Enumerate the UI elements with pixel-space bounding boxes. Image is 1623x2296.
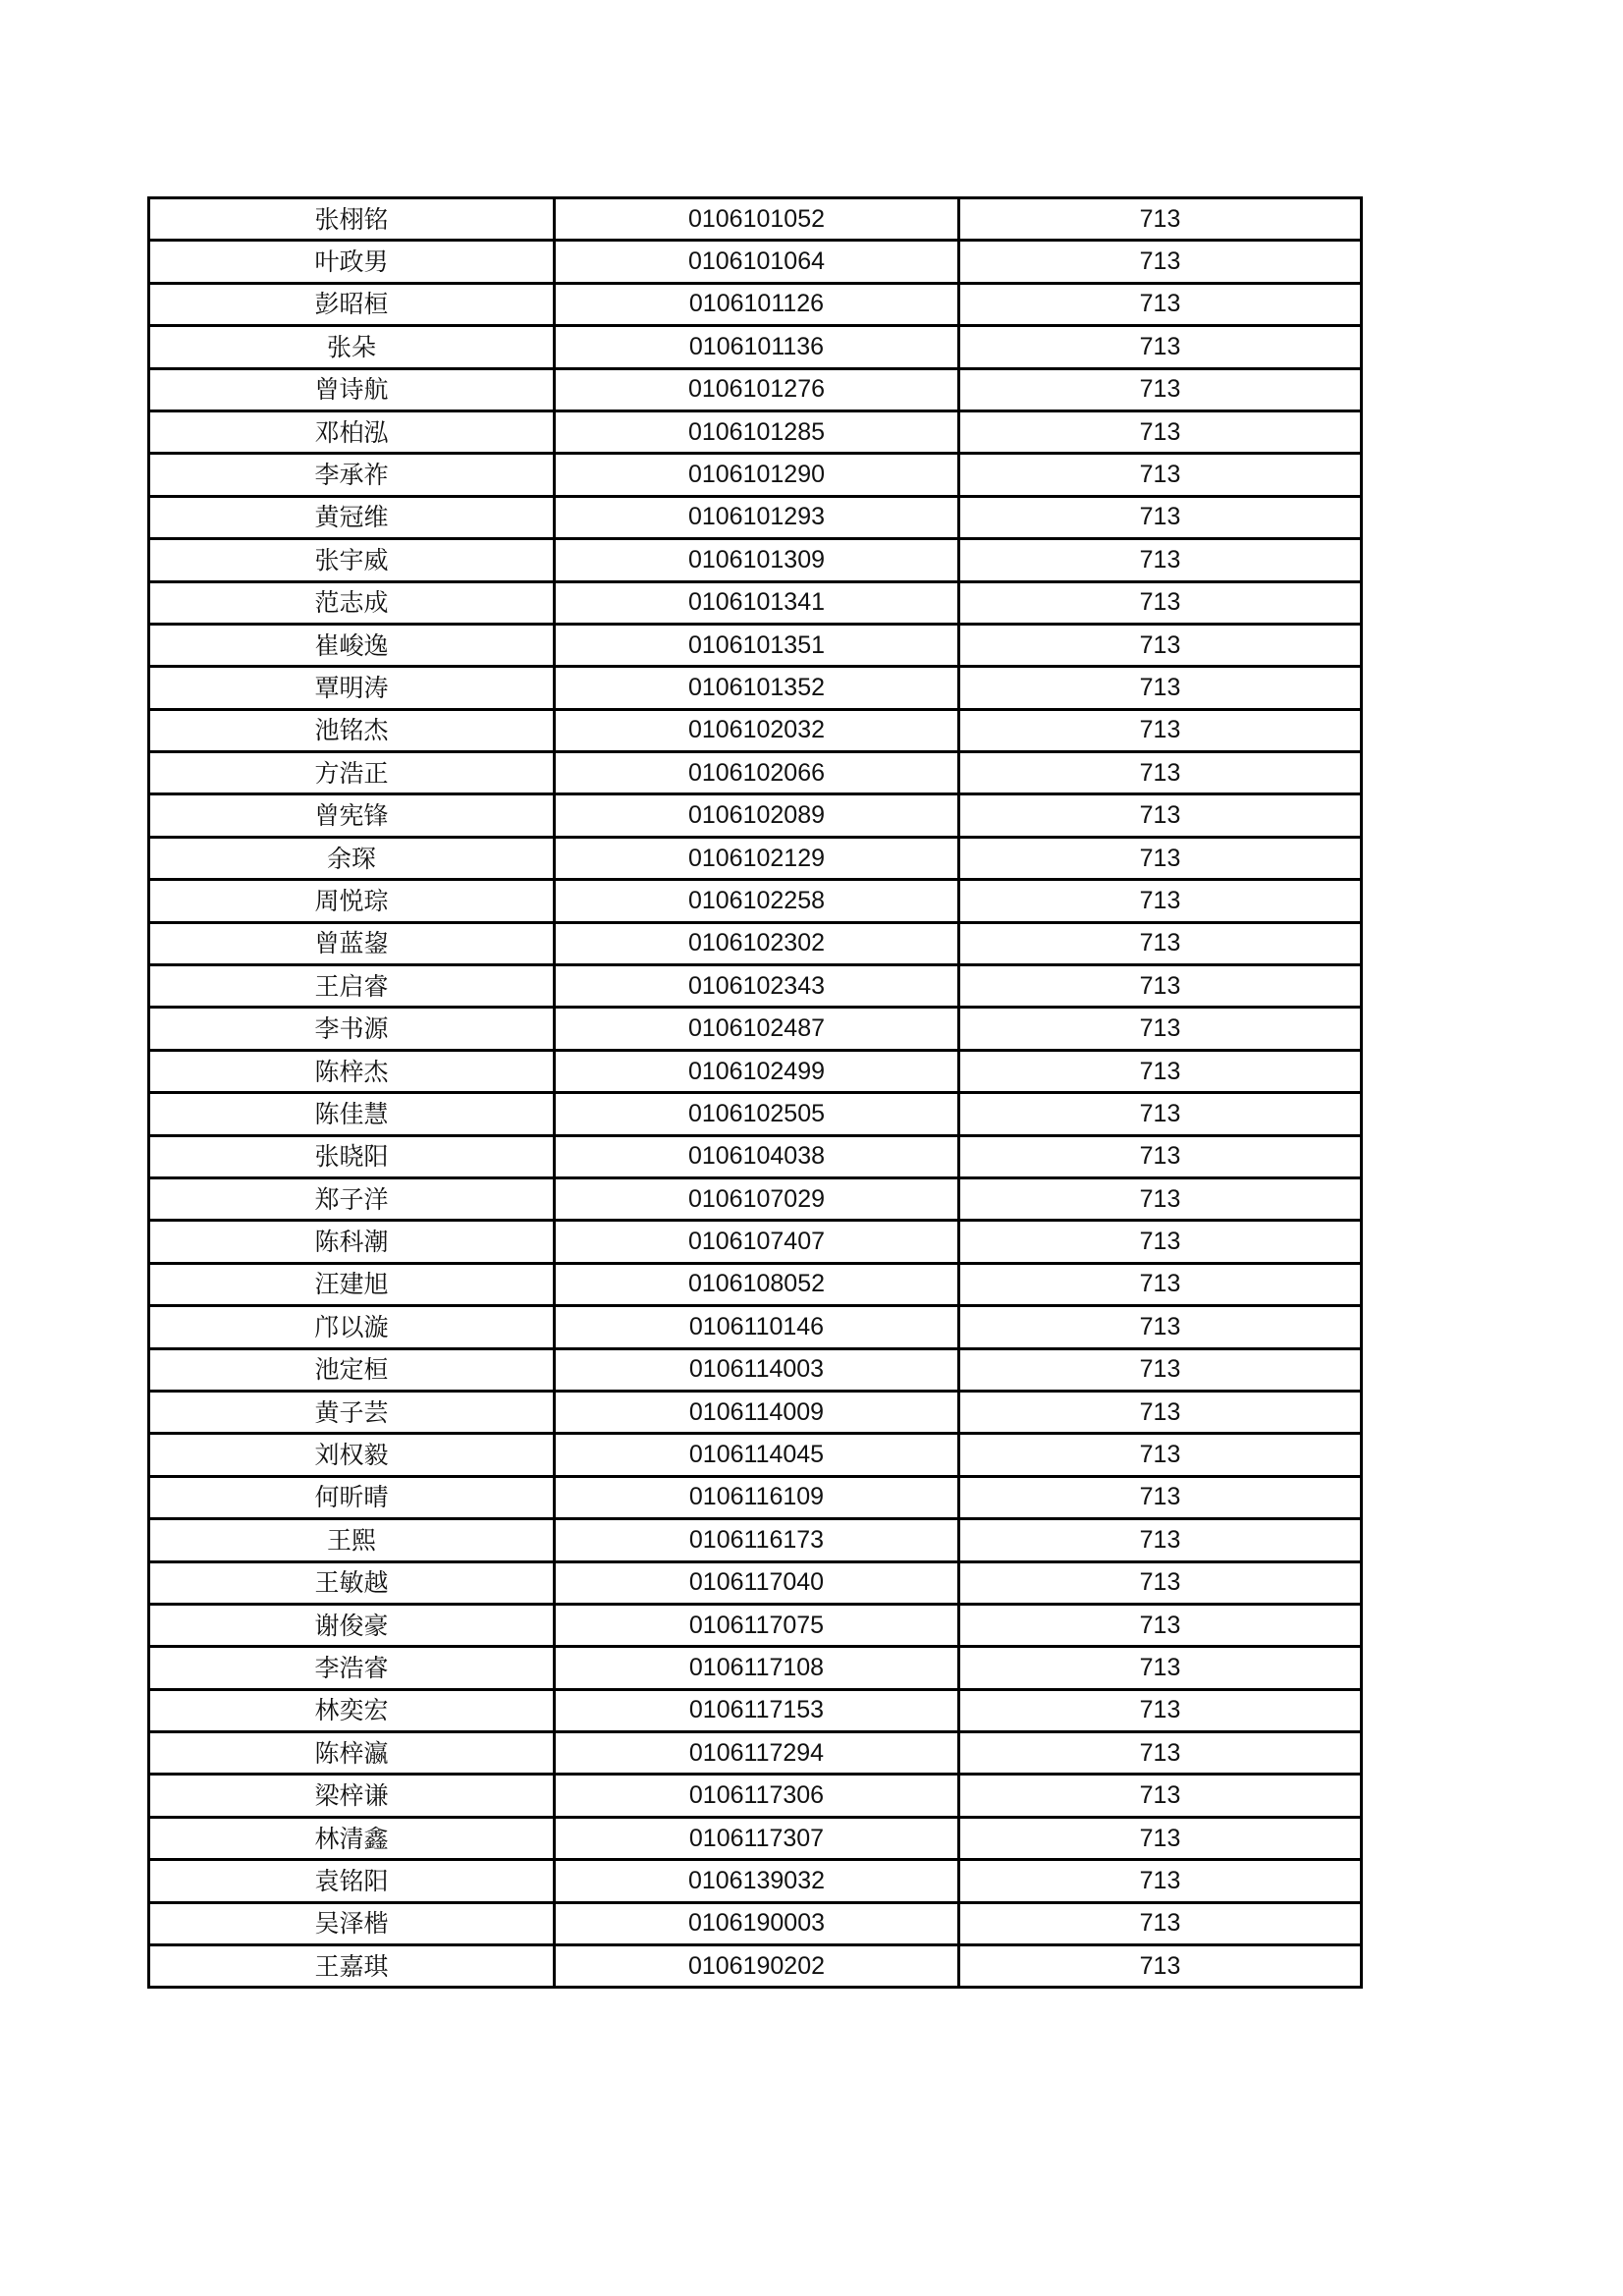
table-row — [149, 326, 1362, 368]
table-row — [149, 1135, 1362, 1177]
table-row — [149, 1177, 1362, 1220]
candidate-id-cell: 0106102258 — [555, 880, 959, 922]
score-cell: 713 — [959, 837, 1362, 879]
name-cell: 崔峻逸 — [149, 624, 555, 666]
candidate-id-cell: 0106101351 — [555, 624, 959, 666]
score-cell: 713 — [959, 1476, 1362, 1518]
table-row — [149, 1391, 1362, 1433]
name-cell: 谢俊豪 — [149, 1604, 555, 1646]
name-cell: 陈梓杰 — [149, 1050, 555, 1092]
score-cell: 713 — [959, 624, 1362, 666]
score-cell: 713 — [959, 1008, 1362, 1050]
table-row — [149, 241, 1362, 283]
table-row — [149, 1902, 1362, 1944]
name-cell: 王熙 — [149, 1519, 555, 1561]
candidate-id-cell: 0106139032 — [555, 1860, 959, 1902]
name-cell: 曾蓝鋆 — [149, 922, 555, 964]
table-row — [149, 283, 1362, 325]
score-cell: 713 — [959, 1945, 1362, 1988]
score-cell: 713 — [959, 496, 1362, 538]
name-cell: 王敏越 — [149, 1561, 555, 1604]
score-cell: 713 — [959, 1604, 1362, 1646]
name-cell: 张栩铭 — [149, 198, 555, 241]
score-cell: 713 — [959, 1561, 1362, 1604]
score-cell: 713 — [959, 326, 1362, 368]
candidate-id-cell: 0106102343 — [555, 965, 959, 1008]
table-row — [149, 1348, 1362, 1391]
score-cell: 713 — [959, 1647, 1362, 1689]
score-cell: 713 — [959, 965, 1362, 1008]
score-cell: 713 — [959, 1902, 1362, 1944]
table-row — [149, 368, 1362, 410]
score-cell: 713 — [959, 1817, 1362, 1859]
table-row — [149, 1775, 1362, 1817]
score-cell: 713 — [959, 1348, 1362, 1391]
name-cell: 陈科潮 — [149, 1221, 555, 1263]
score-cell: 713 — [959, 454, 1362, 496]
score-cell: 713 — [959, 241, 1362, 283]
name-cell: 林奕宏 — [149, 1689, 555, 1731]
table-row — [149, 1263, 1362, 1305]
name-cell: 郑子洋 — [149, 1177, 555, 1220]
candidate-id-cell: 0106108052 — [555, 1263, 959, 1305]
score-cell: 713 — [959, 581, 1362, 624]
candidate-id-cell: 0106101052 — [555, 198, 959, 241]
name-cell: 李承祚 — [149, 454, 555, 496]
candidate-id-cell: 0106101285 — [555, 410, 959, 453]
candidate-id-cell: 0106101309 — [555, 539, 959, 581]
table-row — [149, 922, 1362, 964]
candidate-id-cell: 0106102066 — [555, 752, 959, 794]
score-cell: 713 — [959, 1860, 1362, 1902]
candidate-id-cell: 0106101276 — [555, 368, 959, 410]
candidate-id-cell: 0106117040 — [555, 1561, 959, 1604]
score-cell: 713 — [959, 1221, 1362, 1263]
score-cell: 713 — [959, 283, 1362, 325]
table-row — [149, 709, 1362, 751]
table-row — [149, 1050, 1362, 1092]
name-cell: 吴泽楷 — [149, 1902, 555, 1944]
table-row — [149, 1647, 1362, 1689]
candidate-id-cell: 0106102505 — [555, 1093, 959, 1135]
candidate-id-cell: 0106114003 — [555, 1348, 959, 1391]
name-cell: 黄冠维 — [149, 496, 555, 538]
score-cell: 713 — [959, 1732, 1362, 1775]
name-cell: 范志成 — [149, 581, 555, 624]
candidate-id-cell: 0106107407 — [555, 1221, 959, 1263]
candidate-id-cell: 0106190003 — [555, 1902, 959, 1944]
candidate-id-cell: 0106116173 — [555, 1519, 959, 1561]
candidate-id-cell: 0106114045 — [555, 1434, 959, 1476]
table-row — [149, 1008, 1362, 1050]
score-cell: 713 — [959, 1050, 1362, 1092]
candidate-id-cell: 0106117075 — [555, 1604, 959, 1646]
score-cell: 713 — [959, 539, 1362, 581]
candidate-id-cell: 0106117294 — [555, 1732, 959, 1775]
score-cell: 713 — [959, 410, 1362, 453]
table-row — [149, 624, 1362, 666]
table-row — [149, 1817, 1362, 1859]
candidate-id-cell: 0106102089 — [555, 794, 959, 837]
name-cell: 何昕晴 — [149, 1476, 555, 1518]
name-cell: 方浩正 — [149, 752, 555, 794]
table-row — [149, 198, 1362, 241]
table-row — [149, 1689, 1362, 1731]
candidate-id-cell: 0106101126 — [555, 283, 959, 325]
results-table — [147, 196, 1363, 1989]
name-cell: 梁梓谦 — [149, 1775, 555, 1817]
name-cell: 彭昭桓 — [149, 283, 555, 325]
name-cell: 曾诗航 — [149, 368, 555, 410]
table-row — [149, 1434, 1362, 1476]
table-row — [149, 1306, 1362, 1348]
score-cell: 713 — [959, 1135, 1362, 1177]
name-cell: 刘权毅 — [149, 1434, 555, 1476]
candidate-id-cell: 0106104038 — [555, 1135, 959, 1177]
table-row — [149, 965, 1362, 1008]
score-cell: 713 — [959, 1775, 1362, 1817]
name-cell: 覃明涛 — [149, 667, 555, 709]
name-cell: 余琛 — [149, 837, 555, 879]
results-table-body — [149, 198, 1362, 1988]
name-cell: 邝以漩 — [149, 1306, 555, 1348]
table-row — [149, 1604, 1362, 1646]
name-cell: 张宇威 — [149, 539, 555, 581]
table-row — [149, 1561, 1362, 1604]
table-row — [149, 837, 1362, 879]
name-cell: 池定桓 — [149, 1348, 555, 1391]
score-cell: 713 — [959, 1689, 1362, 1731]
candidate-id-cell: 0106114009 — [555, 1391, 959, 1433]
table-row — [149, 581, 1362, 624]
name-cell: 王嘉琪 — [149, 1945, 555, 1988]
score-cell: 713 — [959, 1093, 1362, 1135]
score-cell: 713 — [959, 1263, 1362, 1305]
candidate-id-cell: 0106117108 — [555, 1647, 959, 1689]
name-cell: 林清鑫 — [149, 1817, 555, 1859]
name-cell: 汪建旭 — [149, 1263, 555, 1305]
table-row — [149, 496, 1362, 538]
table-row — [149, 1476, 1362, 1518]
table-row — [149, 454, 1362, 496]
score-cell: 713 — [959, 1177, 1362, 1220]
table-row — [149, 539, 1362, 581]
candidate-id-cell: 0106102129 — [555, 837, 959, 879]
table-row — [149, 1732, 1362, 1775]
table-row — [149, 880, 1362, 922]
table-row — [149, 1093, 1362, 1135]
candidate-id-cell: 0106101341 — [555, 581, 959, 624]
candidate-id-cell: 0106101064 — [555, 241, 959, 283]
table-row — [149, 667, 1362, 709]
name-cell: 王启睿 — [149, 965, 555, 1008]
score-cell: 713 — [959, 922, 1362, 964]
score-cell: 713 — [959, 794, 1362, 837]
table-row — [149, 1945, 1362, 1988]
score-cell: 713 — [959, 667, 1362, 709]
score-cell: 713 — [959, 198, 1362, 241]
score-cell: 713 — [959, 368, 1362, 410]
candidate-id-cell: 0106101293 — [555, 496, 959, 538]
name-cell: 陈梓瀛 — [149, 1732, 555, 1775]
table-row — [149, 1221, 1362, 1263]
name-cell: 李书源 — [149, 1008, 555, 1050]
name-cell: 陈佳慧 — [149, 1093, 555, 1135]
score-cell: 713 — [959, 880, 1362, 922]
candidate-id-cell: 0106107029 — [555, 1177, 959, 1220]
name-cell: 邓柏泓 — [149, 410, 555, 453]
name-cell: 张朵 — [149, 326, 555, 368]
candidate-id-cell: 0106117307 — [555, 1817, 959, 1859]
candidate-id-cell: 0106102499 — [555, 1050, 959, 1092]
candidate-id-cell: 0106102487 — [555, 1008, 959, 1050]
table-row — [149, 752, 1362, 794]
score-cell: 713 — [959, 709, 1362, 751]
table-row — [149, 1519, 1362, 1561]
candidate-id-cell: 0106101352 — [555, 667, 959, 709]
candidate-id-cell: 0106117153 — [555, 1689, 959, 1731]
candidate-id-cell: 0106110146 — [555, 1306, 959, 1348]
candidate-id-cell: 0106101136 — [555, 326, 959, 368]
score-cell: 713 — [959, 1391, 1362, 1433]
name-cell: 李浩睿 — [149, 1647, 555, 1689]
name-cell: 池铭杰 — [149, 709, 555, 751]
table-row — [149, 410, 1362, 453]
name-cell: 张晓阳 — [149, 1135, 555, 1177]
name-cell: 周悦琮 — [149, 880, 555, 922]
table-row — [149, 794, 1362, 837]
candidate-id-cell: 0106101290 — [555, 454, 959, 496]
candidate-id-cell: 0106117306 — [555, 1775, 959, 1817]
table-row — [149, 1860, 1362, 1902]
candidate-id-cell: 0106116109 — [555, 1476, 959, 1518]
candidate-id-cell: 0106102302 — [555, 922, 959, 964]
score-cell: 713 — [959, 1519, 1362, 1561]
score-cell: 713 — [959, 1434, 1362, 1476]
name-cell: 黄子芸 — [149, 1391, 555, 1433]
name-cell: 曾宪锋 — [149, 794, 555, 837]
candidate-id-cell: 0106190202 — [555, 1945, 959, 1988]
score-cell: 713 — [959, 752, 1362, 794]
name-cell: 袁铭阳 — [149, 1860, 555, 1902]
name-cell: 叶政男 — [149, 241, 555, 283]
score-cell: 713 — [959, 1306, 1362, 1348]
candidate-id-cell: 0106102032 — [555, 709, 959, 751]
